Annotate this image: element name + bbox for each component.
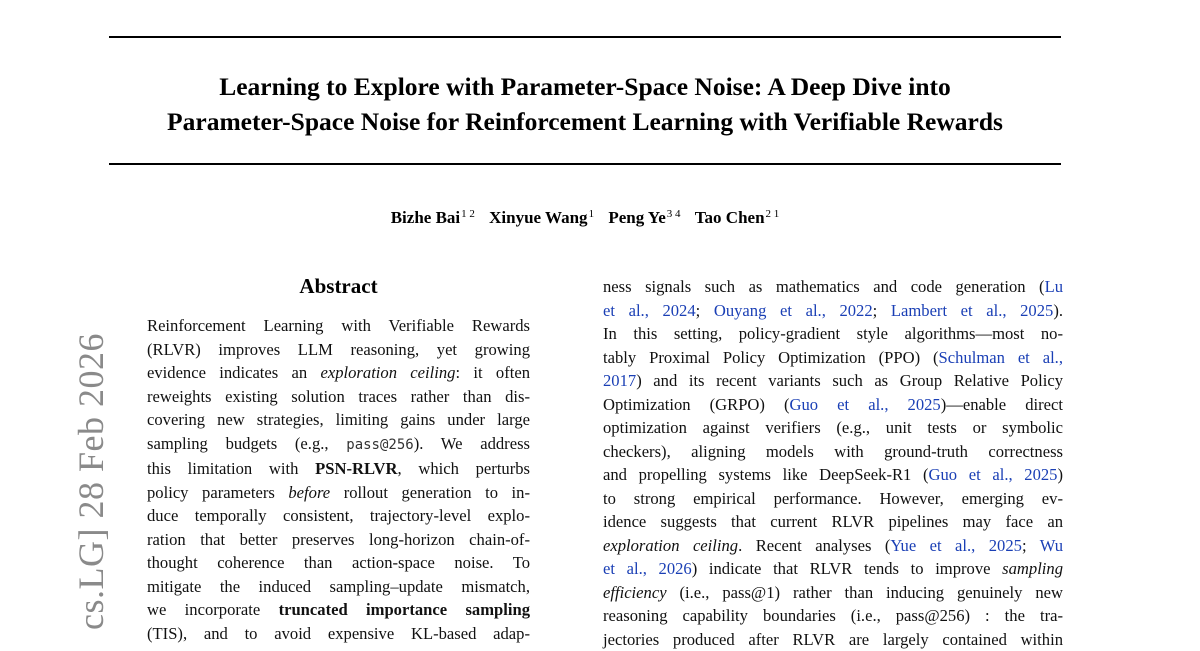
author-name: Tao Chen [695,208,765,227]
intro-line: checkers), aligning models with ground-truth correctness [603,440,1063,464]
intro-line: et al., 2026) indicate that RLVR tends to improve sampling [603,557,1063,581]
abstract-line: sampling budgets (e.g., pass@256). We address [147,432,530,458]
author-name: Bizhe Bai [391,208,460,227]
abstract-body [147,314,530,645]
author-name: Xinyue Wang [489,208,587,227]
citation-link[interactable]: Yue et al., 2025 [890,536,1022,555]
citation-link[interactable]: Lambert et al., 2025 [891,301,1053,320]
arxiv-watermark: cs.LG] 28 Feb 2026 [70,333,112,630]
author-list [109,208,1061,228]
intro-line: et al., 2024; Ouyang et al., 2022; Lambert et al., 2025). [603,299,1063,323]
author [489,208,594,227]
citation-link[interactable]: 2017 [603,371,636,390]
title-rule-bottom [109,163,1061,165]
intro-line: idence suggests that current RLVR pipelines may face an [603,510,1063,534]
intro-line: optimization against verifiers (e.g., unit tests or symbolic [603,416,1063,440]
intro-line: jectories produced after RLVR are largely contained within [603,628,1063,651]
abstract-line: (TIS), and to avoid expensive KL-based adap- [147,622,530,646]
intro-line: to strong empirical performance. However, emerging ev- [603,487,1063,511]
author [608,208,680,227]
code-pass-at-256: pass@256 [346,437,413,453]
citation-link[interactable]: Lu [1045,277,1063,296]
citation-link[interactable]: Guo et al., 2025 [929,465,1058,484]
abstract-line: policy parameters before rollout generation to in- [147,481,530,505]
author [695,208,780,227]
abstract-line: we incorporate truncated importance sampling [147,598,530,622]
citation-link[interactable]: Schulman et al., [939,348,1063,367]
paper-title [109,69,1061,139]
citation-link[interactable]: Ouyang et al., 2022 [714,301,873,320]
abstract-line: evidence indicates an exploration ceiling: it often [147,361,530,385]
paper-title-line-2: Parameter-Space Noise for Reinforcement Learning with Verifiable Rewards [109,104,1061,139]
abstract-line: this limitation with PSN-RLVR, which perturbs [147,457,530,481]
title-rule-top [109,36,1061,38]
citation-link[interactable]: et al., 2026 [603,559,692,578]
author-affiliation: 3 4 [667,208,681,220]
citation-link[interactable]: Wu [1040,536,1063,555]
author [391,208,475,227]
abstract-line: thought coherence than action-space noise. To [147,551,530,575]
intro-line: efficiency (i.e., pass@1) rather than inducing genuinely new [603,581,1063,605]
abstract-line: (RLVR) improves LLM reasoning, yet growing [147,338,530,362]
intro-line: and propelling systems like DeepSeek-R1 (Guo et al., 2025) [603,463,1063,487]
abstract-line: Reinforcement Learning with Verifiable Rewards [147,314,530,338]
author-affiliation: 2 1 [766,208,780,220]
citation-link[interactable]: et al., 2024 [603,301,696,320]
abstract-line: ration that better preserves long-horizon chain-of- [147,528,530,552]
citation-link[interactable]: Guo et al., 2025 [790,395,941,414]
abstract-heading: Abstract [147,274,530,299]
intro-line: reasoning capability boundaries (i.e., pass@256) : the tra- [603,604,1063,628]
author-name: Peng Ye [608,208,665,227]
abstract-line: mitigate the induced sampling–update mismatch, [147,575,530,599]
paper-title-line-1: Learning to Explore with Parameter-Space Noise: A Deep Dive into [109,69,1061,104]
intro-line: exploration ceiling. Recent analyses (Yue et al., 2025; Wu [603,534,1063,558]
abstract-line: reweights existing solution traces rather than dis- [147,385,530,409]
intro-line: ness signals such as mathematics and code generation (Lu [603,275,1063,299]
method-name: PSN-RLVR [315,459,397,478]
intro-line: 2017) and its recent variants such as Group Relative Policy [603,369,1063,393]
intro-line: Optimization (GRPO) (Guo et al., 2025)—enable direct [603,393,1063,417]
abstract-line: covering new strategies, limiting gains under large [147,408,530,432]
intro-line: In this setting, policy-gradient style algorithms—most no- [603,322,1063,346]
intro-line: tably Proximal Policy Optimization (PPO) (Schulman et al., [603,346,1063,370]
intro-body [603,275,1063,651]
author-affiliation: 1 2 [461,208,475,220]
emphasis-exploration-ceiling: exploration ceiling [321,363,456,382]
abstract-line: duce temporally consistent, trajectory-level explo- [147,504,530,528]
author-affiliation: 1 [589,208,595,220]
